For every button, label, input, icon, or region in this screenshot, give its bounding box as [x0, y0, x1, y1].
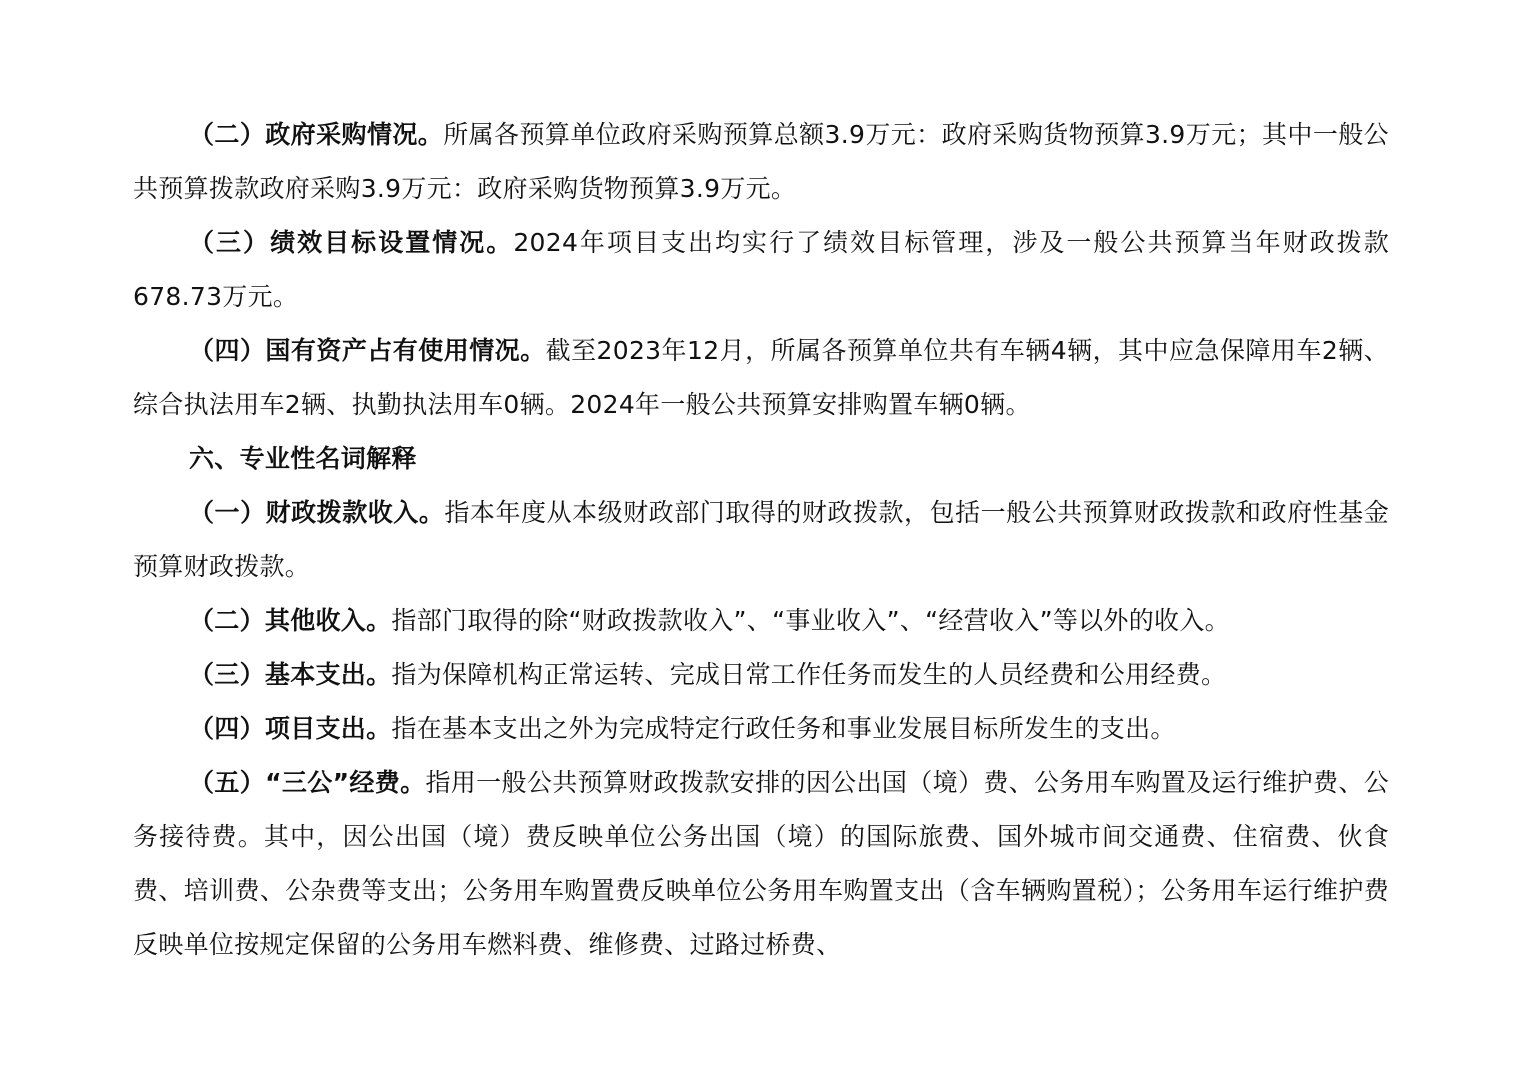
- term-lead: （二）其他收入。: [189, 606, 392, 635]
- paragraph-text: 所属各预算单位政府采购预算总额3.9万元：政府采购货物预算3.9万元；其中一般公共预算拨款政府采购3.9万元：政府采购货物预算3.9万元。: [133, 120, 1389, 203]
- document-body: [133, 108, 1389, 972]
- term-lead: （一）财政拨款收入。: [189, 498, 445, 527]
- term-text: 指本年度从本级财政部门取得的财政拨款，包括一般公共预算财政拨款和政府性基金预算财政拨款。: [133, 498, 1389, 581]
- paragraph-state-assets: [133, 324, 1389, 432]
- term-lead: （三）基本支出。: [189, 660, 392, 689]
- paragraph-lead: （二）政府采购情况。: [189, 120, 444, 149]
- paragraph-performance-targets: [133, 216, 1389, 324]
- section-heading: 六、专业性名词解释: [189, 444, 417, 473]
- paragraph-lead: （四）国有资产占有使用情况。: [189, 336, 546, 365]
- term-text: 指用一般公共预算财政拨款安排的因公出国（境）费、公务用车购置及运行维护费、公务接待费。其中，因公出国（境）费反映单位公务出国（境）的国际旅费、国外城市间交通费、住宿费、伙食费、培训费、公杂费等支出；公务用车购置费反映单位公务用车购置支出（含车辆购置税）；公务用车运行维护费反映单位按规定保留的公务用车燃料费、维修费、过路过桥费、: [133, 768, 1389, 959]
- term-text: 指为保障机构正常运转、完成日常工作任务而发生的人员经费和公用经费。: [391, 660, 1227, 689]
- paragraph-text: 截至2023年12月，所属各预算单位共有车辆4辆，其中应急保障用车2辆、综合执法用车2辆、执勤执法用车0辆。2024年一般公共预算安排购置车辆0辆。: [133, 336, 1389, 419]
- paragraph-lead: （三）绩效目标设置情况。: [189, 228, 514, 257]
- term-fiscal-appropriation-income: [133, 486, 1389, 594]
- term-text: 指在基本支出之外为完成特定行政任务和事业发展目标所发生的支出。: [391, 714, 1176, 743]
- paragraph-government-procurement: [133, 108, 1389, 216]
- paragraph-text: 2024年项目支出均实行了绩效目标管理，涉及一般公共预算当年财政拨款678.73万元。: [133, 228, 1389, 311]
- term-three-public-expenses: [133, 756, 1389, 972]
- term-text: 指部门取得的除“财政拨款收入”、“事业收入”、“经营收入”等以外的收入。: [391, 606, 1230, 635]
- term-basic-expenditure: [133, 648, 1389, 702]
- term-lead: （五）“三公”经费。: [189, 768, 426, 797]
- term-project-expenditure: [133, 702, 1389, 756]
- term-lead: （四）项目支出。: [189, 714, 392, 743]
- term-other-income: [133, 594, 1389, 648]
